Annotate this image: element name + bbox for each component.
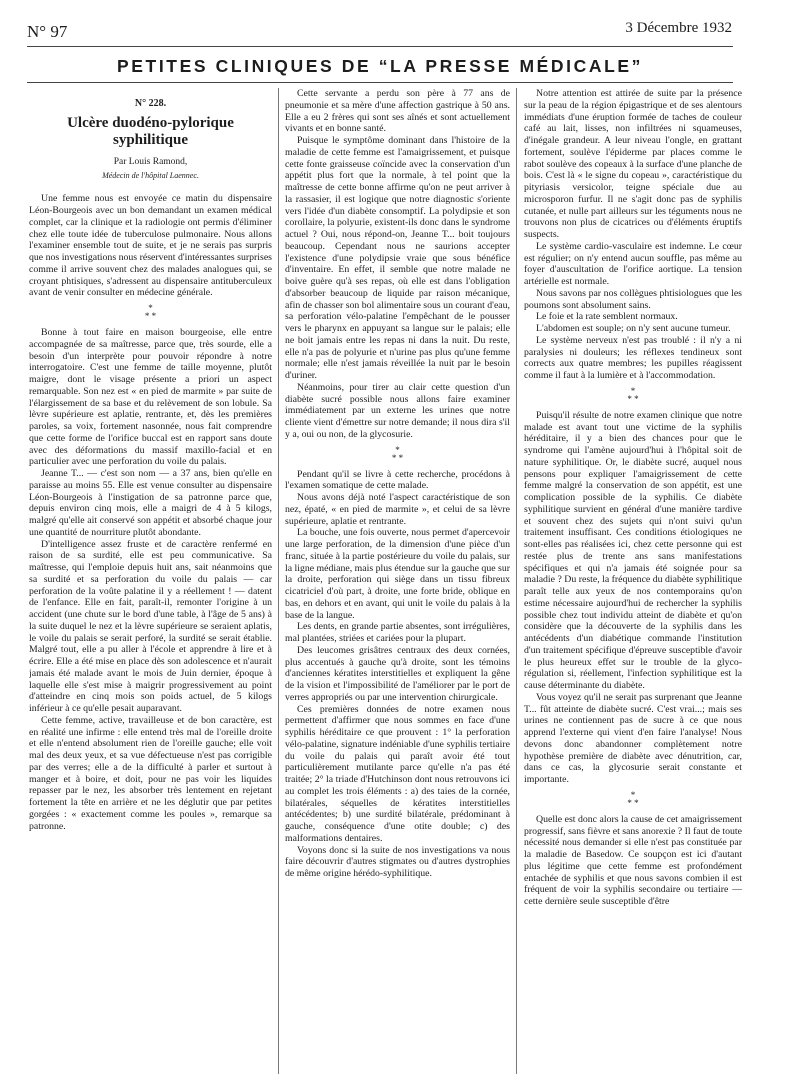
paragraph: Le foie et la rate semblent normaux. bbox=[536, 311, 678, 323]
separator-star-bottom: * * bbox=[144, 311, 157, 321]
paragraph: Cette femme, active, travailleuse et de bon caractère, est en réalité une infirme : elle entend très mal de l'oreille droite et elle n'entend absolument rien de l'oreille gauche; elle voit mal des deux yeux, et sa vue défectueuse n'est pas corrigible par des verres; elle a de la difficulté à parler et surtout à manger et à boire, et doit, pour ne pas voir les liquides repasser par le nez, les absorber très lentement en rejetant fortement la tête en arrière et ne les déglutir que par petites gorgées : « exactement comme les poules », remarque sa patronne. bbox=[29, 714, 272, 832]
paragraph: Jeanne T... — c'est son nom — a 37 ans, bien qu'elle en paraisse au moins 55. Elle est venue consulter au dispensaire Léon-Bourgeois à l'instigation de sa patronne parce que, depuis environ cinq mois, elle a maigri de 4 à 5 kilogs, malgré qu'elle ait conservé son appétit et absorbé chaque jour une quantité de nourriture plutôt abondante. bbox=[29, 468, 272, 538]
article-title bbox=[29, 115, 272, 149]
article-author: Par Louis Ramond, bbox=[113, 156, 188, 167]
section-banner: PETITES CLINIQUES DE “LA PRESSE MÉDICALE” bbox=[116, 56, 643, 76]
paragraph: Pendant qu'il se livre à cette recherche, procédons à l'examen somatique de cette malade. bbox=[285, 468, 510, 492]
column-divider bbox=[516, 88, 517, 1074]
paragraph: Néanmoins, pour tirer au clair cette question d'un diabète sucré possible nous allons faire examiner immédiatement par un externe les urines que notre cliente vient d'émettre sur notre demande; il nous dira s'il y a, oui ou non, de la glycosurie. bbox=[285, 381, 510, 440]
paragraph: Voyons donc si la suite de nos investigations va nous faire découvrir d'autres stigmates ou d'autres dystrophies de même origine hérédo-syphilitique. bbox=[285, 844, 510, 879]
paragraph: Une femme nous est envoyée ce matin du dispensaire Léon-Bourgeois avec un bon demandant un examen médical complet, car la clinique et la radiologie ont permis d'éliminer chez elle toute idée de tuberculose pulmonaire. Nous allons l'examiner ensemble tout de suite, et je ne serais pas surpris que nos investigations nous réservent d'intéressantes surprises comme il arrive souvent chez des malades analogues qui, se croyant phtisiques, s'adressent au dispensaire antituberculeux avant de venir consulter en médecine générale. bbox=[29, 193, 272, 299]
separator-star-top: * bbox=[395, 444, 400, 455]
separator-star-top: * bbox=[148, 303, 153, 313]
paragraph: Puisqu'il résulte de notre examen clinique que notre malade est avant tout une victime de la syphilis héréditaire, il y a bien des chances pour que le syndrome qui l'amène aujourd'hui à l'hôpital soit de nature syphilitique. Or, le diabète sucré, auquel nous pensons pour expliquer l'amaigrissement de cette femme malgré la conservation de son appétit, est une complication possible de la syphilis. Ce diabète syphilitique survient en général d'une manière tardive et souvent chez des sujets qui n'ont suivi qu'un traitement insuffisant. Ces conditions étiologiques ne sont-elles pas réalisées ici, chez cette personne qui est restée plus de trente ans sans manifestations spécifiques et qui n'a jamais été soignée pour sa maladie ? Du reste, la fréquence du diabète syphilitique paraît telle aux yeux de nos contemporains qu'on estime nécessaire aujourd'hui de rechercher la syphilis possible chez tout individu atteint de diabète et qu'on considère que la découverte de la syphilis dans les antécédents d'un diabétique commande l'institution d'un traitement spécifique d'épreuve susceptible d'avoir le plus heureux effet sur le trouble de la glyco-régulation si, réellement, l'infection syphilitique est la cause déterminante du diabète. bbox=[524, 409, 742, 691]
separator-star-top: * bbox=[630, 789, 636, 800]
paragraph: Les dents, en grande partie absentes, sont irrégulières, mal plantées, striées et cariées pour la plupart. bbox=[285, 621, 510, 644]
separator-star-bottom: * * bbox=[391, 452, 404, 463]
section-separator bbox=[29, 304, 272, 320]
article-title-line-1: Ulcère duodéno-pylorique bbox=[67, 114, 234, 131]
text-column-2 bbox=[285, 88, 510, 1072]
section-separator bbox=[285, 446, 510, 462]
separator-star-bottom: * * bbox=[627, 797, 639, 808]
issue-number: N° 97 bbox=[27, 22, 68, 41]
section-separator bbox=[524, 387, 742, 403]
author-affiliation: Médecin de l'hôpital Laennec. bbox=[102, 170, 199, 180]
separator-star-top: * bbox=[630, 385, 636, 396]
section-separator bbox=[524, 791, 742, 807]
paragraph: D'intelligence assez fruste et de caractère renfermé en raison de sa surdité, elle est peu communicative. Sa maîtresse, qui l'emploie depuis huit ans, sait néanmoins que sa surdité et sa perforation du voile du palais — car perforation de la voûte palatine il y a réellement ! — datent de l'enfance. Elle en fait, paraît-il, remonter l'origine à un accident (une chute sur le bord d'une table, à l'âge de 5 ans) à la suite duquel le nez et la lèvre supérieure se seraient aplatis, le voile du palais se serait perforé, la surdité se serait établie. Malgré tout, elle a pu aller à l'école et apprendre à lire et à écrire. Elle a été mise en place dès son adolescence et n'aurait jamais été malade avant le mois de Juin dernier, époque à laquelle elle s'est mise à maigrir progressivement au point d'atteindre en cinq mois son poids actuel, de 5 kilogs inférieur à ce qu'elle pesait auparavant. bbox=[29, 538, 272, 714]
paragraph: Des leucomes grisâtres centraux des deux cornées, plus accentués à gauche qu'à droite, sont les témoins d'anciennes kératites interstitielles et expliquent la gêne de la vision et l'impossibilité de l'améliorer par le port de verres appropriés ou par une intervention chirurgicale. bbox=[285, 644, 510, 703]
paragraph: Puisque le symptôme dominant dans l'histoire de la maladie de cette femme est l'amaigrissement, et puisque cette fonte graisseuse coïncide avec la conservation d'un appétit plus fort que la normale, à tel point que la maîtresse de cette bonne affirme qu'on ne peut arriver à la rassasier, il est logique que notre diagnostic s'oriente vers l'idée d'un diabète consomptif. La polydipsie et son corollaire, la polyurie, existent-ils donc dans le syndrome actuel ? Oui, nous répond-on, Jeanne T... boit toujours beaucoup. Cependant nous ne saurions accepter l'existence d'une polydipsie vraie que sous bénéfice d'inventaire. En effet, il semble que notre malade ne boive guère qu'à ses repas, où elle est dans l'obligation d'absorber beaucoup de liquide par raison mécanique, afin de chasser son bol alimentaire sous un courant d'eau, sa perforation vélo-palatine l'empêchant de le pousser vers le pharynx en appuyant sa langue sur le palais; elle ne boit jamais entre les repas ni dans la nuit. Du reste, elle n'a pas de polyurie et n'urine pas plus qu'une femme normale; elle n'est jamais réveillée la nuit par le besoin d'uriner. bbox=[285, 135, 510, 381]
paragraph: Bonne à tout faire en maison bourgeoise, elle entre accompagnée de sa maîtresse, parce que, très sourde, elle a besoin d'un interprète pour pouvoir répondre à notre interrogatoire. C'est une femme de taille moyenne, plutôt maigre, dont le visage présente a priori un aspect remarquable. Son nez est « en pied de marmite » par suite de l'élargissement de sa base et du relèvement de son lobule. Sa lèvre supérieure est aplatie, rentrante, et, dès les premières paroles, sa voix, fortement nasonnée, nous fait comprendre que cette forme de l'orifice buccal est en rapport sans doute avec des déformations du massif maxillo-facial et en particulier avec une perforation du voile du palais. bbox=[29, 327, 272, 468]
column-divider bbox=[278, 88, 279, 1074]
text-column-3 bbox=[524, 88, 742, 1072]
paragraph: Cette servante a perdu son père à 77 ans de pneumonie et sa mère d'une affection gastrique à 50 ans. Elle a eu 2 frères qui sont ses aînés et sont actuellement vivants et en bonne santé. bbox=[285, 88, 510, 135]
article-number: N° 228. bbox=[134, 98, 167, 109]
paragraph: Le système nerveux n'est pas troublé : il n'y a ni paralysies ni douleurs; les réflexes tendineux sont corrects aux quatre membres; les pupilles réagissent comme il faut à la lumière et à l'accommodation. bbox=[524, 334, 742, 381]
separator-star-bottom: * * bbox=[627, 393, 639, 404]
paragraph: Ces premières données de notre examen nous permettent d'affirmer que nous sommes en face d'une syphilis héréditaire ce que prouvent : 1° la perforation vélo-palatine, signature indéniable d'une syphilis tertiaire du voile du palais qui paraît avoir été tout particulièrement mutilante parce qu'elle n'a pas été traitée; 2° la triade d'Hutchinson dont nous retrouvons ici au complet les trois éléments : a) des taies de la cornée, bilatérales, séquelles de kératites interstitielles antécédentes; b) une surdité bilatérale, prédominant à gauche, conséquence d'une otite double; c) des malformations dentaires. bbox=[285, 703, 510, 844]
text-column-1 bbox=[29, 88, 272, 1072]
paragraph: L'abdomen est souple; on n'y sent aucune tumeur. bbox=[536, 323, 731, 334]
paragraph: Nous avons déjà noté l'aspect caractéristique de son nez, épaté, « en pied de marmite », et celui de sa lèvre supérieure, aplatie et rentrante. bbox=[285, 492, 510, 527]
paragraph: Vous voyez qu'il ne serait pas surprenant que Jeanne T... fût atteinte de diabète sucré. C'est vrai...; mais ses urines ne contiennent pas de sucre à ce que nous apprend l'externe qui vient d'en faire l'analyse! Nous devons donc abandonner complètement notre hypothèse première de diabète avec dénutrition, car, dans ce cas, la glycosurie serait constante et importante. bbox=[524, 691, 742, 785]
paragraph: Le système cardio-vasculaire est indemne. Le cœur est régulier; on n'y entend aucun souffle, pas même au foyer d'auscultation de l'orifice aortique. La tension artérielle est normale. bbox=[524, 240, 742, 287]
article-title-line-2: syphilitique bbox=[112, 131, 189, 148]
paragraph: Quelle est donc alors la cause de cet amaigrissement progressif, sans fièvre et sans anorexie ? Il faut de toute nécessité nous demander si elle n'est pas constituée par la maladie de Basedow. Ce soupçon est ici d'autant plus légitime que cette femme est profondément entachée de syphilis et que nous savons combien il est fréquent de voir la syphilis secondaire ou tertiaire — cette dernière seule susceptible d'être bbox=[524, 813, 742, 907]
header-rule-top bbox=[27, 46, 733, 47]
issue-date: 3 Décembre 1932 bbox=[625, 20, 732, 36]
paragraph: La bouche, une fois ouverte, nous permet d'apercevoir une large perforation, de la dimension d'une pièce d'un franc, située à la partie postérieure du voile du palais, sur la ligne médiane, mais plus étendue sur la gauche que sur la droite, perforation qui siège dans un tissu fibreux cicatriciel d'où part, à droite, une forte bride, oblique en bas, en dehors et en avant, qui unit le voile du palais à la base de la langue. bbox=[285, 527, 510, 621]
header-rule-bottom bbox=[27, 82, 733, 83]
paragraph: Notre attention est attirée de suite par la présence sur la peau de la région épigastrique et de ses alentours immédiats d'une éruption formée de taches de couleur café au lait, lisses, non infiltrées ni squameuses, d'inégale grandeur. A leur niveau l'ongle, en grattant fortement, soulève l'épiderme par places comme le rabot soulève des copeaux à la surface d'une planche de bois. C'est là « le signe du copeau », caractéristique du pityriasis versicolor, teigne spéciale due au microsporon furfur. Il ne s'agit donc pas de syphilis cutanée, et nulle part ailleurs sur les téguments nous ne trouvons non plus de cicatrices ou d'éléments éruptifs suspects. bbox=[524, 88, 742, 240]
paragraph: Nous savons par nos collègues phtisiologues que les poumons sont absolument sains. bbox=[524, 287, 742, 311]
